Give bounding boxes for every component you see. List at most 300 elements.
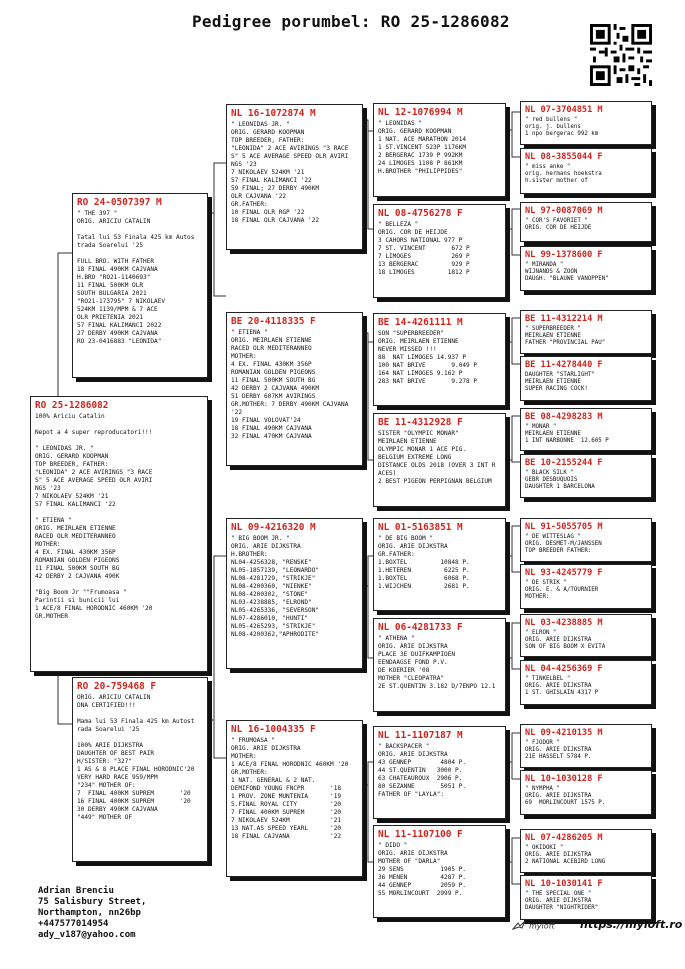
card-note-line: ORIG. MEIRLAEN ETIENNE [35,525,116,532]
card-note-line: NL05-4265336, "SEVERSON" [231,607,320,614]
card-note-line: "234" MOTHER OF: [77,782,136,789]
card-note-line [35,581,203,589]
card-note-line: 11 FINAL 500KM OLR [77,282,144,289]
card-note-line: 7 FINAL 400KM SUPREM '20 [77,790,191,797]
card-note-line: 1.WIJCHEN 2681 P. [378,583,470,590]
card-note-line [77,710,203,718]
card-note-line: " COR'S FAVORIET " [525,218,588,224]
pedigree-card-grandfather-maternal[interactable] [226,518,363,669]
card-note-line: PLACE 3E DUIFKAMPIOEN [378,651,456,658]
pedigree-card-gggp-3[interactable] [520,202,652,242]
card-note-line: NL08-4200360, "NIENKE" [231,583,312,590]
card-note-line: ORIG. ARIE DIJKSTRA [231,745,301,752]
card-note-line: DAUGHTER "NIGHTRIDER" [525,905,599,912]
card-note-line: ACES) [378,470,397,477]
card-note-line: " BLACK SILK " [525,470,574,476]
card-note-line: 55 MORLINCOURT 2999 P. [378,890,463,897]
card-note-line: '22 [231,409,243,416]
pedigree-card-ggp-3[interactable] [373,313,506,406]
card-note-line: NL08-4281729, "STRIKJE" [231,575,316,582]
ring-number: BE 08-4298283 M [525,412,603,422]
card-note-line: DE KOERIER '08 [378,667,430,674]
card-note-line: 59 FINAL; 27 DERBY 490KM [231,185,320,192]
card-note-line: ORIG. ARIE DIJKSTRA [525,793,592,800]
card-note-line: ORIG. ARIE DIJKSTRA [378,751,448,758]
card-note-line: 32 FINAL 470KM CAJVANA [231,433,312,440]
card-note-line: Nepot a 4 super reproducatori!!! [35,429,153,436]
card-note-line: DAUGHTER "STARLIGHT" [525,372,595,378]
card-note-line: 63 CHATEAUROUX 2906 P. [378,775,463,782]
card-note-line: MEIRLAEN ETIENNE [525,431,581,438]
card-notes [231,329,358,441]
card-note-line: ORIG. GERARD KOOPMAN [378,128,452,135]
card-note-line: 18 FINAL 490KM CAJVANA [77,266,158,273]
card-note-line: ORIG. ARIE DIJKSTRA [378,850,448,857]
card-note-line: GR.MOTHER [35,613,69,620]
pedigree-card-grandmother-maternal[interactable] [226,720,363,877]
card-note-line [77,734,203,742]
card-notes [525,117,647,139]
card-note-line: ORIG. ARIE DIJKSTRA [378,643,448,650]
ring-number: NL 01-5163851 M [378,522,463,533]
card-note-line: 18 FINAL OLR CAJVANA '22 [231,217,320,224]
card-note-line: NGS '23 [35,485,61,492]
card-notes [378,842,501,898]
card-note-line: MEIRLAEN ETIENNE [525,379,581,386]
card-note-line: 42 DERBY 2 CAJVANA 490KM [231,385,320,392]
card-note-line: orig. j. bullens [525,124,581,131]
card-note-line: DISTANCE OLDS 2018 (OVER 3 INT R [378,462,496,469]
card-notes [378,743,501,799]
pedigree-card-ggp-8[interactable] [373,825,506,918]
ring-number: NL 04-4256369 F [525,664,603,674]
card-notes [525,262,647,284]
card-note-line: ORIG. ARIE DIJKSTRA [525,852,592,859]
card-note-line: NL08-4200302, "STONE" [231,591,309,598]
card-note-line: ROMANIAN GOLDEN PIGEONS [35,557,120,564]
pedigree-card-gggp-12[interactable] [520,660,652,705]
card-note-line [35,437,203,445]
card-notes [378,430,501,486]
ring-number: NL 10-1030128 F [525,774,603,784]
pedigree-card-ggp-5[interactable] [373,518,506,611]
card-note-line: 43 GENNEP 4804 P. [378,759,467,766]
card-notes [525,372,647,394]
card-note-line: NL07-4286010, "HUNTI" [231,615,309,622]
card-note-line: 11 FINAL 500KM SOUTH BG [35,565,120,572]
pedigree-card-gggp-14[interactable] [520,770,652,815]
card-note-line: 88 NAT LIMOGES 14.937 P [378,354,467,361]
website-link[interactable]: https://myloft.ro [580,918,683,931]
pedigree-card-ggp-7[interactable] [373,726,506,819]
pedigree-card-gggp-6[interactable] [520,356,652,401]
card-note-line: ORIG. ARIE DIJKSTRA [525,637,592,644]
pedigree-card-ggp-4[interactable] [373,413,506,507]
card-note-line: " ETIENA " [231,329,268,336]
card-note-line: TOP BREEDER FATHER: [525,548,592,555]
card-note-line: DAUGHTER 1 BARCELONA [525,484,595,491]
card-note-line: 30 DERBY 490KM CAJVANA [77,806,158,813]
card-note-line: " LEONIDAS JR. " [231,121,290,128]
ring-number: NL 93-4245779 F [525,568,603,578]
card-note-line: orig. hermans hoekstra [525,171,602,178]
card-note-line: 42 DERBY 2 CAJVANA 490K [35,573,120,580]
card-note-line: 1.HETEREN 6225 P. [378,567,470,574]
ring-number: NL 08-4756278 F [378,208,463,219]
pedigree-card-ggp-6[interactable] [373,618,506,712]
ring-number: NL 07-4286205 M [525,833,603,843]
card-note-line [35,509,203,517]
ring-number: RO 25-1286082 [35,400,109,411]
card-note-line: " LEONIDAS JR. " [35,445,94,452]
card-note-line: 18 FINAL 490KM CAJVANA [231,425,312,432]
card-note-line: MEIRLAEN ETIENNE [525,333,581,340]
card-notes [525,164,647,186]
card-note-line: 1 ST.VINCENT 523P 1176KM [378,144,467,151]
card-note-line: Tatal lui 53 Finala 425 km Autos [77,234,195,241]
card-note-line: 164 NAT LIMOGES 9.162 P [378,370,463,377]
ring-number: NL 12-1076994 M [378,107,463,118]
card-note-line: GR.MOTHER: 7 DERBY 490KM CAJVANA [231,401,349,408]
card-note-line: ORIG. GERARD KOOPMAN [231,129,305,136]
card-note-line: ORIG. ARIE DIJKSTRA [378,543,448,550]
ring-number: NL 16-1072874 M [231,108,316,119]
card-note-line: 1.BOXTEL 6068 P. [378,575,470,582]
pedigree-card-father[interactable] [72,193,208,378]
card-note-line: RACED OLR MEDITERANNEO [231,345,312,352]
logo-text: myloft [529,921,555,931]
card-note-line: " red bullens " [525,117,578,123]
card-note-line: " BELLEZA " [378,221,419,228]
card-note-line: "Big Boom Jr ""Frumoasa " [35,589,127,596]
card-note-line: Mama lui 53 Finala 425 km Autost [77,718,195,725]
card-note-line: " DE WITTESLAG " [525,534,581,540]
pedigree-card-gggp-16[interactable] [520,875,652,920]
card-note-line: 27 DERBY 490KM CAJVANA [77,330,158,337]
pedigree-card-grandfather-paternal[interactable] [226,104,363,250]
card-note-line: OLR CAJVANA '22 [231,193,287,200]
pedigree-card-gggp-5[interactable] [520,310,652,354]
card-note-line: "LEONIDA" 2 ACE AVIRINGS "3 RACE [35,469,153,476]
ring-number: NL 16-1004335 F [231,724,316,735]
card-note-line: DEMIFOND YOUNG FNCPR '18 [231,785,342,792]
card-note-line: 10 FINAL OLR RGP '22 [231,209,305,216]
ring-number: NL 03-4238885 M [525,618,603,628]
ring-number: NL 91-5055705 M [525,522,603,532]
card-notes [525,534,647,556]
owner-phone: +447577014954 [38,919,109,929]
card-notes [525,740,647,762]
pedigree-card-ggp-1[interactable] [373,103,506,197]
card-note-line: 2E ST.QUENTIN 3.182 D/7ENPO 12.1 [378,683,496,690]
card-note-line: " TINKELBEL " [525,676,571,682]
card-note-line: 1 PROV. ZONE MUNTENIA '19 [231,793,342,800]
card-note-line: ORIG. ARICIU CATALIN [77,694,151,701]
owner-name: Adrian Brenciu [38,886,114,896]
card-notes [378,120,501,176]
card-note-line: NL03-4238885, "ELROND" [231,599,312,606]
ring-number: NL 09-4216320 M [231,522,316,533]
card-note-line: 1 NAT. ACE MARATHON 2014 [378,136,467,143]
card-note-line: ORIG. MEIRLAEN ETIENNE [378,338,459,345]
card-note-line [77,226,203,234]
card-note-line: 69 MORLINCOURT 1575 P. [525,800,606,807]
card-note-line: NL05-1857139, "LEONARDO" [231,567,320,574]
card-note-line: 13 BERGERAC 929 P [378,261,470,268]
card-note-line: 51 DERBY 607KM AVIRINGS [231,393,316,400]
card-note-line: 1 ACE/8 FINAL HORODNIC 460KM '20 [231,761,349,768]
card-note-line: NGS '23 [231,161,257,168]
ring-number: NL 09-4210135 M [525,728,603,738]
card-note-line: " FRUMOASA " [231,737,276,744]
card-note-line: 100 NAT BRIVE 9.049 P [378,362,478,369]
card-notes [77,210,203,346]
card-note-line: " ETIENA " [35,517,72,524]
card-note-line: 18 LIMOGES 1812 P [378,269,470,276]
card-note-line: "LEONIDA" 2 ACE AVIRINGS "3 RACE [231,145,349,152]
card-note-line: H/SISTER: "327" [77,758,133,765]
card-notes [378,221,501,277]
owner-email[interactable]: ady_v187@yahoo.com [38,930,136,940]
card-note-line: ORIG. E. & A/TOURNIER [525,587,599,594]
card-note-line: 44 GENNEP 2059 P. [378,882,467,889]
card-note-line: ORIG. GERARD KOOPMAN [35,453,109,460]
card-note-line: RACED OLR MEDITERANNEO [35,533,116,540]
card-note-line: MOTHER: [231,353,257,360]
card-note-line: NL04-4256328, "RENSKE" [231,559,312,566]
card-note-line: DAUGHTER OF BEST PAIR [77,750,155,757]
card-notes [525,326,647,348]
card-note-line: MOTHER: [35,541,61,548]
card-note-line: 2 NATIONAL ACEBIRD LONG [525,859,606,866]
card-note-line: SON "SUPERBREEDER" [378,330,445,337]
card-note-line: TOP BREEDER, FATHER: [35,461,109,468]
card-note-line: H.BROTHER "PHILIPPIDES" [378,168,463,175]
pedigree-card-gggp-13[interactable] [520,724,652,768]
card-note-line: " DE BIG BOOM " [378,535,434,542]
pedigree-card-gggp-4[interactable] [520,246,652,291]
card-note-line: MOTHER: [231,753,257,760]
card-notes [525,630,647,652]
card-note-line [35,421,203,429]
card-note-line: " BIG BOOM JR. " [231,535,290,542]
card-note-line: " NYMPHA " [525,786,560,792]
card-note-line: FATHER "PROVINCIAL PAU" [525,340,606,347]
card-notes [378,635,501,691]
card-note-line: "449" MOTHER OF [77,814,133,821]
card-note-line: MOTHER OF "DARLA" [378,858,441,865]
card-note-line: " THE 397 " [77,210,118,217]
ring-number: NL 97-0087069 M [525,206,603,216]
card-notes [525,218,647,232]
pedigree-card-gggp-7[interactable] [520,408,652,451]
card-note-line: 1 ACE/8 FINAL HORODNIC 460KM '20 [35,605,153,612]
card-note-line: 2 BEST PIGEON PERPIGNAN BELGIUM [378,478,492,485]
card-note-line: 283 NAT BRIVE 9.278 P [378,378,478,385]
card-note-line: GEBR DESBUQUOIS [525,477,578,484]
card-note-line: S" 5 ACE AVERAGE SPEED OLR AVIRI [231,153,349,160]
card-note-line: SOUTH BULGARIA 2021 [77,290,147,297]
pedigree-card-mother[interactable] [72,677,208,862]
card-note-line: FULL BRO. WITH FATHER [77,258,155,265]
card-note-line: ORIG. ARIE DIJKSTRA [525,747,592,754]
owner-address-line-1: 75 Salisbury Street, [38,897,147,907]
card-note-line: GR.MOTHER: [231,769,268,776]
card-note-line: ROMANIAN GOLDEN PIGEONS [231,369,316,376]
pigeon-icon [512,919,526,933]
ring-number: NL 06-4281733 F [378,622,463,633]
ring-number: BE 11-4312214 M [525,314,603,324]
card-note-line: 4 EX. FINAL 430KM 356P [35,549,116,556]
ring-number: NL 10-1030141 F [525,879,603,889]
ring-number: NL 99-1378600 F [525,250,603,260]
card-note-line: 80 SEZANNE 5051 P. [378,783,467,790]
card-notes [231,535,358,639]
card-note-line: WIJNANDS & ZOON [525,269,578,276]
card-notes [525,676,647,698]
card-note-line: 36 MENEN 4287 P. [378,874,467,881]
ring-number: BE 20-4118335 F [231,316,316,327]
card-note-line: 1 NAT. GENERAL & 2 NAT. [231,777,316,784]
card-note-line: " FJODOR " [525,740,560,746]
pedigree-card-gggp-11[interactable] [520,614,652,657]
card-note-line: OLR PRIETENIA 2021 [77,314,144,321]
card-note-line: NL05-4265293, "STRIKJE" [231,623,316,630]
card-note-line: 100% ARIE DIJKSTRA [77,742,144,749]
card-note-line: RO 23-0416883 "LEONIDA" [77,338,162,345]
pedigree-card-grandmother-paternal[interactable] [226,312,363,466]
ring-number: RO 20-759468 F [77,681,157,692]
card-note-line: 1.BOXTEL 10848 P. [378,559,470,566]
card-note-line: 13 NAT.AS SPEED YEARL '20 [231,825,342,832]
owner-info [38,886,146,941]
card-note-line: 3 CAHORS NATIONAL 977 P [378,237,463,244]
card-note-line: DAUGH. "BLAUWE VANOPPEN" [525,276,609,283]
ring-number: NL 08-3855044 F [525,152,603,162]
card-note-line: 16 FINAL 400KM SUPREM '20 [77,798,191,805]
card-notes [35,413,203,621]
card-note-line: " ATHENA " [378,635,415,642]
card-note-line: 5.FINAL ROYAL CITY '20 [231,801,342,808]
card-note-line: ORIG. ARIE DIJKSTRA [231,543,301,550]
card-note-line: 57 FINAL KALIMANCI '22 [231,177,312,184]
card-note-line: NL08-4200362,"APHRODITE" [231,631,320,638]
card-notes [525,891,647,913]
card-note-line: 7 NIKOLAEV 524KM '21 [35,493,109,500]
ring-number: BE 14-4261111 M [378,317,463,328]
card-note-line: MOTHER: [525,594,550,601]
card-notes [378,330,501,386]
pedigree-card-gggp-15[interactable] [520,829,652,873]
card-note-line: EENDAAGSE FOND P.V. [378,659,448,666]
card-note-line: ORIG. COR DE HEIJDE [525,225,592,232]
card-note-line: MOTHER "CLEOPATRA" [378,675,445,682]
ring-number: BE 11-4278440 F [525,360,603,370]
card-note-line: S" 5 ACE AVERAGE SPEED OLR AVIRI [35,477,153,484]
ring-number: BE 10-2155244 F [525,458,603,468]
card-note-line: H.BRO "RO21-1140693" [77,274,151,281]
card-note-line: Parintii si bunicii lui [35,597,120,604]
card-notes [525,424,647,446]
card-note-line: SISTER "OLYMPIC MONAR" [378,430,459,437]
card-note-line: 21E HASSELT 5784 P. [525,754,592,761]
card-note-line: 524KM 1139/MPM & 7 ACE [77,306,158,313]
card-note-line: trada Soarelui '25 [77,242,144,249]
card-notes [525,786,647,808]
card-note-line: " DIDO " [378,842,408,849]
card-note-line: 19 FINAL VOLOVAT'24 [231,417,301,424]
card-note-line: " BACKSPACER " [378,743,430,750]
card-notes [378,535,501,591]
card-note-line: " MONAR " [525,424,557,430]
card-note-line: " OKIDOKI " [525,845,564,851]
pedigree-card-gggp-1[interactable] [520,101,652,145]
card-note-line: " THE SPECIAL ONE " [525,891,592,897]
card-note-line: GR.FATHER: [231,201,268,208]
card-note-line: 1 AS & 8 PLACE FINAL HORODNIC'20 [77,766,195,773]
pedigree-card-gggp-9[interactable] [520,518,652,562]
card-notes [525,845,647,867]
card-note-line: h.sister mother of [525,178,588,185]
card-notes [77,694,203,822]
pedigree-card-gggp-8[interactable] [520,454,652,498]
card-note-line: 4 EX. FINAL 430KM 356P [231,361,312,368]
card-notes [231,737,358,841]
pedigree-card-gggp-2[interactable] [520,148,652,194]
pedigree-card-subject[interactable] [30,396,208,672]
card-note-line: 1 npo bergerac 992 km [525,131,599,138]
card-note-line: " SUPERBREEDER " [525,326,581,332]
card-note-line: DNA CERTIFIED!!! [77,702,136,709]
card-note-line: rada Soarelui '25 [77,726,140,733]
card-note-line: SUPER RACING COCK! [525,386,588,393]
ring-number: BE 11-4312928 F [378,417,463,428]
card-note-line: VERY HARD RACE 959/MPM [77,774,158,781]
card-note-line: 7 NIKOLAEV 524KM '21 [231,817,342,824]
card-note-line: 1 ST. GHISLAIN 4317 P [525,690,599,697]
card-note-line: SON OF BIG BOOM X EVITA [525,644,606,651]
card-note-line: " MIRANDA " [525,262,564,268]
card-note-line: 18 FINAL CAJVANA '22 [231,833,342,840]
card-notes [231,121,358,225]
card-note-line: "RO21-173795" 7 NIKOLAEV [77,298,166,305]
pedigree-card-ggp-2[interactable] [373,204,506,298]
card-note-line [77,250,203,258]
card-note-line: FATHER OF "LAYLA": [378,791,445,798]
page-title: Pedigree porumbel: RO 25-1286082 [192,12,510,31]
card-note-line: 100% Ariciu Catalin [35,413,105,420]
card-note-line: 57 FINAL KALIMANCI '22 [35,501,116,508]
card-note-line: ORIG. MEIRLAEN ETIENNE [231,337,312,344]
pedigree-card-gggp-10[interactable] [520,564,652,609]
card-note-line: ORIG. DESMET-M/JANSSEN [525,541,602,548]
ring-number: NL 07-3704851 M [525,105,603,115]
card-note-line: 1 INT NARBONNE 12.605 P [525,438,609,445]
card-note-line: TOP BREEDER, FATHER: [231,137,305,144]
card-note-line: ORIG. ARICIU CATALIN [77,218,151,225]
card-note-line: " miss anke " [525,164,571,170]
card-note-line: BELGIUM EXTREME LONG [378,454,452,461]
ring-number: NL 11-1107187 M [378,730,463,741]
card-note-line: 7 NIKOLAEV 524KM '21 [231,169,305,176]
card-note-line: ORIG. ARIE DIJKSTRA [525,898,592,905]
card-note-line: 11 FINAL 500KM SOUTH BG [231,377,316,384]
card-note-line: 7 FINAL 400KM SUPREM '20 [231,809,342,816]
ring-number: RO 24-0507397 M [77,197,162,208]
card-note-line: ORIG. ARIE DIJKSTRA [525,683,592,690]
card-note-line: 7 ST. VINCENT 672 P [378,245,470,252]
card-note-line: ORIG. COR DE HEIJDE [378,229,448,236]
